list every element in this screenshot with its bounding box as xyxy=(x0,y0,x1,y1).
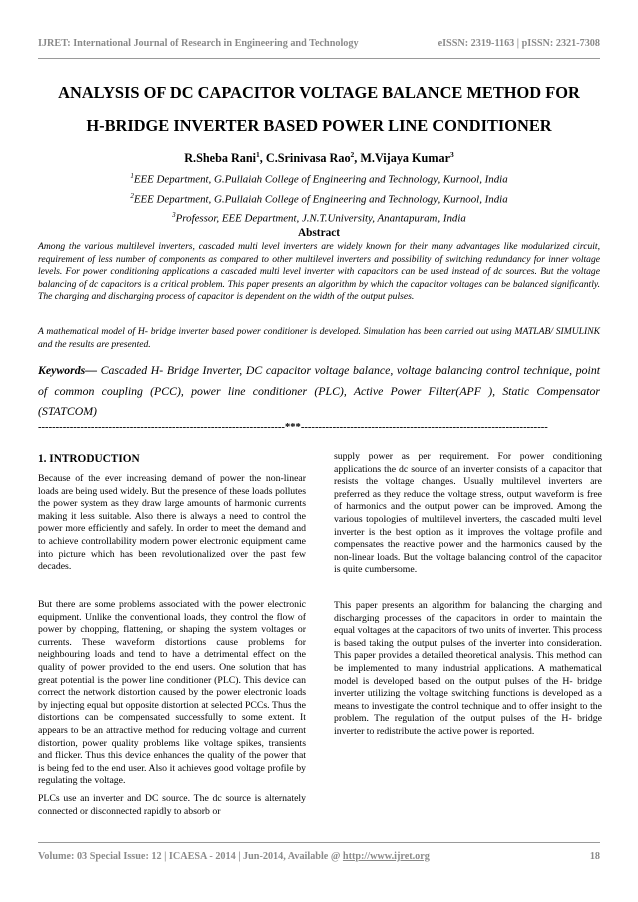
keywords-text: Cascaded H- Bridge Inverter, DC capacitor voltage balance, voltage balancing control technique, point of common coupling (PCC), power line conditioner (PLC), Active Power Filter(APF ), Static Compensator (STATCOM) xyxy=(38,363,600,418)
footer-text: Volume: 03 Special Issue: 12 | ICAESA - 2014 | Jun-2014, Available @ xyxy=(38,851,343,862)
affiliation: $^3$Professor, EEE Department, J.N.T.University, Anantapuram, India xyxy=(172,211,466,225)
journal-link[interactable]: http://www.ijret.org xyxy=(342,851,430,862)
running-footer xyxy=(38,851,600,862)
abstract-paragraph-1: Among the various multilevel inverters, cascaded multi level inverters are widely known for their many advantages like modularized circuit, requirement of less number of components as compared to other multilevel inverters and possibility of switching redundancy for inner voltage levels. For power conditioning applications a cascaded multi level inverter with capacitors can be used instead of dc sources. But the voltage balancing of dc capacitors is a critical problem. This paper presents an algorithm by which the capacitor voltages can be balanced significantly. The charging and discharging process of capacitor is dependent on the width of the output pulses. xyxy=(38,241,600,303)
affiliations xyxy=(0,168,638,227)
author-name: C.Srinivasa Rao xyxy=(265,151,351,166)
journal-name: IJRET: International Journal of Research in Engineering and Technology xyxy=(38,38,359,49)
keywords-label: Keywords— xyxy=(38,363,97,377)
section-separator: ----------------------------------------------------------------------***---------------------------------------------------------------------- xyxy=(38,422,548,433)
author-sup: 3 xyxy=(449,150,454,159)
keywords xyxy=(38,360,600,422)
abstract-heading: Abstract xyxy=(297,227,341,239)
intro-paragraph-4: supply power as per requirement. For power conditioning applications the dc source of an inverter consists of a capacitor that resists the voltage changes. Usually multilevel inverters are preferred as they reduce the voltage stress, output waveform is free of harmonics and the output power can be improved. Among the various topologies of multilevel inverters, the cascaded multi level inverter is the best option as it improves the voltage profile and compensates the reactive power and the harmonics caused by the non-linear loads. But the voltage balancing control of the capacitor is quite cumbersome. xyxy=(334,451,602,576)
author-name: M.Vijaya Kumar xyxy=(360,151,450,166)
author-sup: 1 xyxy=(256,150,260,159)
title-line-1: ANALYSIS OF DC CAPACITOR VOLTAGE BALANCE METHOD FOR xyxy=(58,83,580,102)
affiliation: $^1$EEE Department, G.Pullaiah College of Engineering and Technology, Kurnool, India xyxy=(130,172,508,186)
affiliation: $^2$EEE Department, G.Pullaiah College of Engineering and Technology, Kurnool, India xyxy=(130,191,508,206)
title-line-2: H-BRIDGE INVERTER BASED POWER LINE CONDITIONER xyxy=(86,116,552,135)
header-rule xyxy=(38,58,600,59)
running-header xyxy=(38,38,600,52)
footer-rule xyxy=(38,842,600,843)
issn-info: eISSN: 2319-1163 | pISSN: 2321-7308 xyxy=(437,38,600,49)
author-sup: 2 xyxy=(350,150,355,159)
intro-paragraph-3: PLCs use an inverter and DC source. The dc source is alternately connected or disconnected rapidly to absorb or xyxy=(38,793,306,817)
page-number: 18 xyxy=(589,851,600,862)
abstract-paragraph-2: A mathematical model of H- bridge inverter based power conditioner is developed. Simulation has been carried out using MATLAB/ SIMULINK and the results are presented. xyxy=(38,326,600,350)
paper-title xyxy=(20,80,618,139)
intro-paragraph-2: But there are some problems associated with the power electronic equipment. Unlike the conventional loads, they control the flow of power by chopping, flattening, or shaping the system voltages or currents. These waveform distortions cause problems for neighbouring loads and tend to have a detrimental effect on the quality of power provided to the end users. One solution that has great potential is the power line conditioner (PLC). This device can correct the network distortion caused by the power electronic loads by injecting equal but opposite distortion at selected PCCs. Thus the distortions can be compensated successfully to some extent. It appears to be an attractive method for reducing voltage and current distortion, power quality problems like voltage spikes, transients and flicker. Thus this device enhances the quality of the power that is being fed to the end user. Also it achieves good voltage profile by regulating the voltage. xyxy=(38,599,306,787)
author-name: R.Sheba Rani xyxy=(184,151,257,166)
section-heading: 1. INTRODUCTION xyxy=(38,453,140,465)
intro-paragraph-1: Because of the ever increasing demand of power the non-linear loads are being used widely. But the presence of these loads pollutes the power system as they draw large amounts of harmonic currents making it less suitable. Also there is always a need to control the power more efficiently and safely. In order to meet the demand and to achieve controllability modern power electronic equipment came into picture which has been revolutionalized over the past few decades. xyxy=(38,473,306,573)
author-list: R.Sheba Rani$^1$, C.Srinivasa Rao$^2$, M.Vijaya Kumar$^3$ xyxy=(184,150,454,166)
intro-paragraph-5: This paper presents an algorithm for balancing the charging and discharging processes of the capacitors in order to maintain the equal voltages at the capacitors of two units of inverter. This process is based taking the output pulses of the inverter into consideration. This paper provides a detailed theoretical analysis. This method can be implemented to many industrial applications. A mathematical model is developed based on the output pulses of the H- bridge inverter utilizing the voltage switching functions is developed as a means to investigate the control technique and to offer insight to the problem. The regulation of the output pulses of the H- bridge inverter to redistribute the active power is reported. xyxy=(334,600,602,737)
